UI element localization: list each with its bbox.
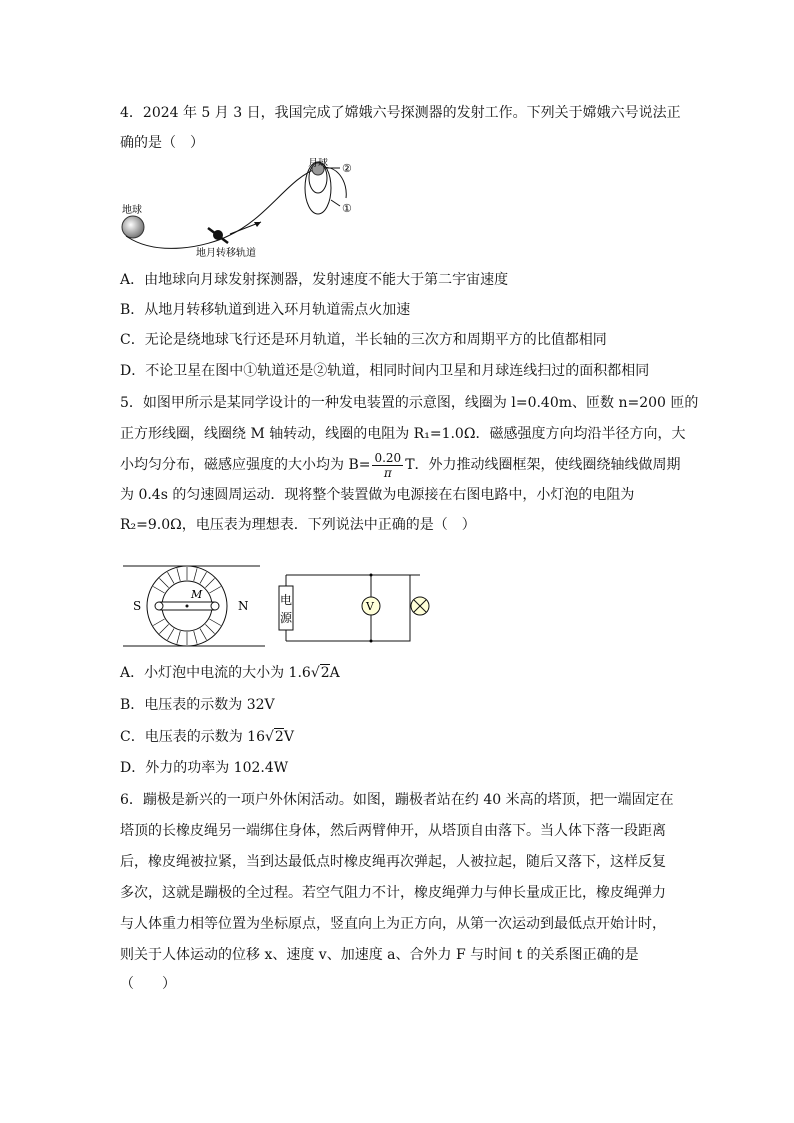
field-line xyxy=(210,587,221,594)
field-line xyxy=(194,568,197,581)
field-line xyxy=(168,629,175,640)
q6-line: 则关于人体运动的位移 x、速度 v、加速度 a、合外力 F 与时间 t 的关系图正确的是 xyxy=(120,947,639,963)
earth-label: 地球 xyxy=(122,205,142,216)
q6-line: 后，橡皮绳被拉紧，当到达最低点时橡皮绳再次弹起，人被拉起，随后又落下，这样反复 xyxy=(120,854,666,870)
field-line xyxy=(194,631,197,644)
q4-option-b: B．从地月转移轨道到进入环月轨道需点火加速 xyxy=(120,302,411,318)
q6-line: 塔顶的长橡皮绳另一端绑住身体，然后两臂伸开，从塔顶自由落下。当人体下落一段距离 xyxy=(120,823,666,839)
q5-stem-line2: 正方形线圈，线圈绕 M 轴转动，线圈的电阻为 R₁=1.0Ω．磁感强度方向均沿半径方向，大 xyxy=(120,426,686,442)
q4-option-c: C．无论是绕地球飞行还是环月轨道，半长轴的三次方和周期平方的比值都相同 xyxy=(120,332,607,348)
field-line xyxy=(200,629,207,640)
b-fraction xyxy=(372,451,403,480)
field-line xyxy=(205,624,214,633)
field-line xyxy=(177,568,180,581)
sqrt-2: 2 xyxy=(320,665,330,681)
circuit-diagram xyxy=(279,574,429,643)
sqrt-2: 2 xyxy=(274,729,284,745)
field-line xyxy=(205,578,214,587)
probe-icon xyxy=(213,230,223,240)
q6-answer-paren: （ ） xyxy=(120,976,176,992)
q5-stem-line1: 5．如图甲所示是某同学设计的一种发电装置的示意图，线圈为 l=0.40m、匝数 n=200 匝的 xyxy=(120,395,699,411)
q5-generator-circuit-figure xyxy=(118,560,438,652)
fraction-numerator: 0.20 xyxy=(374,450,402,465)
q4-stem-line1: 4．2024 年 5 月 3 日，我国完成了嫦娥六号探测器的发射工作。下列关于嫦娥六号说法正 xyxy=(120,105,681,121)
q5-line3-start: 小均匀分布，磁感应强度的大小均为 B= xyxy=(120,457,371,473)
field-line xyxy=(159,578,168,587)
svg-text:源: 源 xyxy=(280,611,293,625)
orbit2-label: ② xyxy=(342,162,352,175)
fraction-denominator: π xyxy=(383,465,392,480)
field-line xyxy=(200,572,207,583)
q4-option-d: D．不论卫星在图中①轨道还是②轨道，相同时间内卫星和月球连线扫过的面积都相同 xyxy=(120,363,650,379)
q5-stem-line3 xyxy=(120,450,681,480)
transfer-orbit-label: 地月转移轨道 xyxy=(196,248,256,259)
moon-label: 月球 xyxy=(308,158,328,169)
q6-line: 多次，这就是蹦极的全过程。若空气阻力不计，橡皮绳弹力与伸长量成正比，橡皮绳弹力 xyxy=(120,885,666,901)
q5-option-b: B．电压表的示数为 32V xyxy=(120,697,275,713)
q5-line3-end: T．外力推动线圈框架，使线圈绕轴线做周期 xyxy=(405,457,681,473)
orbit1-label: ① xyxy=(342,202,352,215)
field-line xyxy=(153,619,164,626)
q5-option-d: D．外力的功率为 102.4W xyxy=(120,760,289,776)
q6-line: 6．蹦极是新兴的一项户外休闲活动。如图，蹦极者站在约 40 米高的塔顶，把一端固定在 xyxy=(120,792,674,808)
s-pole-label: S xyxy=(133,599,142,613)
n-pole-label: N xyxy=(238,599,249,613)
axis-m-label: M xyxy=(191,588,203,601)
q6-line: 与人体重力相等位置为坐标原点，竖直向上为正方向，从第一次运动到最低点开始计时， xyxy=(120,916,666,932)
generator-diagram xyxy=(123,566,265,646)
field-line xyxy=(159,624,168,633)
field-line xyxy=(210,619,221,626)
q4-orbit-figure xyxy=(118,158,378,263)
q4-stem-line2: 确的是（ ） xyxy=(120,135,204,151)
field-line xyxy=(168,572,175,583)
field-line xyxy=(177,631,180,644)
q5-option-c: C．电压表的示数为 16√2V xyxy=(120,729,294,745)
power-source-label: 电 xyxy=(280,593,293,607)
q5-option-a: A．小灯泡中电流的大小为 1.6√2A xyxy=(120,665,340,681)
voltmeter-label: V xyxy=(366,600,374,613)
q5-stem-line4: 为 0.4s 的匀速圆周运动．现将整个装置做为电源接在右图电路中，小灯泡的电阻为 xyxy=(120,487,635,503)
earth-icon xyxy=(122,216,144,238)
q5-stem-line5: R₂=9.0Ω，电压表为理想表．下列说法中正确的是（ ） xyxy=(120,517,476,533)
field-line xyxy=(153,587,164,594)
q4-option-a: A．由地球向月球发射探测器，发射速度不能大于第二宇宙速度 xyxy=(120,272,509,288)
